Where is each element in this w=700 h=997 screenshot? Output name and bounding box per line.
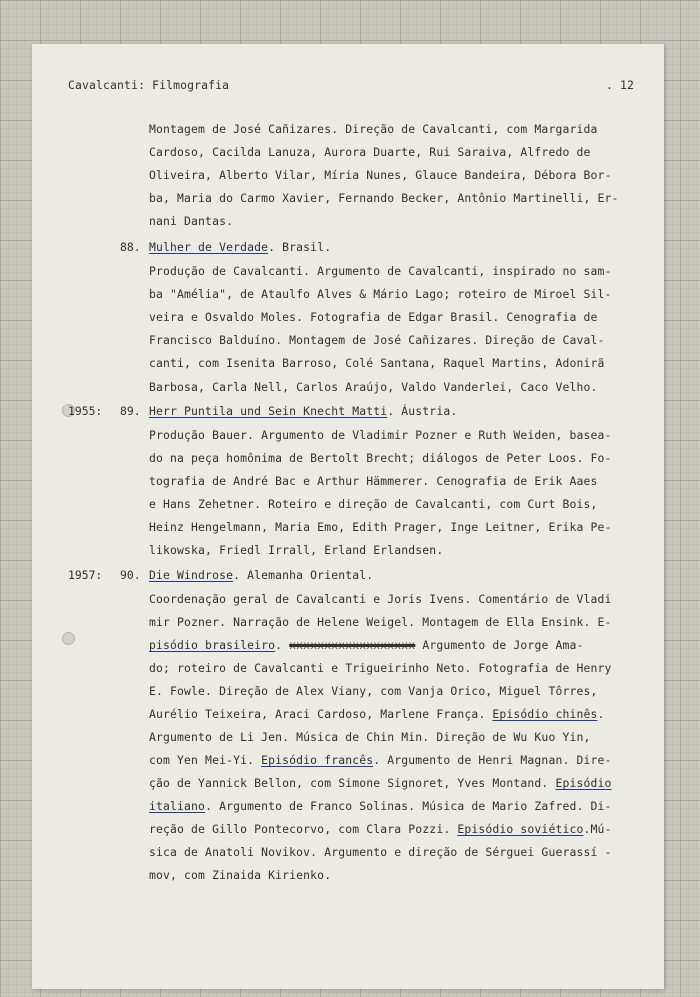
episode-heading: Episódio soviético [457,822,584,836]
entry-title-line [149,568,373,582]
episode-heading: pisódio brasileiro [149,638,276,652]
text-line: pisódio brasileiro. xxxxxxxxxxxxxxxxxx Argumento de Jorge Ama- [149,638,584,652]
text-line: E. Fowle. Direção de Alex Viany, com Vanja Orico, Miguel Tôrres, [149,684,598,698]
text-line: Aurélio Teixeira, Araci Cardoso, Marlene França. Episódio chinês. [149,707,605,721]
text-line: likowska, Friedl Irrall, Erland Erlandsen. [149,543,444,557]
text-line: Oliveira, Alberto Vilar, Míria Nunes, Glauce Bandeira, Débora Bor- [149,168,612,182]
text-line: com Yen Mei-Yi. Episódio francês. Argumento de Henri Magnan. Dire- [149,753,612,767]
film-title: Die Windrose [149,568,234,582]
film-country: . Brasil. [268,240,332,254]
text-line: do na peça homônima de Bertolt Brecht; diálogos de Peter Loos. Fo- [149,451,612,465]
film-title: Mulher de Verdade [149,240,269,254]
text-line: Barbosa, Carla Nell, Carlos Araújo, Valdo Vanderlei, Caco Velho. [149,380,598,394]
text-line: Heinz Hengelmann, Maria Emo, Edith Prager, Inge Leitner, Erika Pe- [149,520,612,534]
text-line: tografia de André Bac e Arthur Hämmerer. Cenografia de Erik Aaes [149,474,598,488]
text-line: do; roteiro de Cavalcanti e Trigueirinho Neto. Fotografia de Henry [149,661,612,675]
entry-number: 88. [120,240,141,254]
text-line: mir Pozner. Narração de Helene Weigel. Montagem de Ella Ensink. E- [149,615,612,629]
episode-heading: Episódio francês [261,753,374,767]
text-line: canti, com Isenita Barroso, Colé Santana, Raquel Martins, Adonirã [149,356,605,370]
text-line: Francisco Balduíno. Montagem de José Cañizares. Direção de Caval- [149,333,605,347]
text-line: veira e Osvaldo Moles. Fotografia de Edgar Brasil. Cenografia de [149,310,598,324]
struck-out-text: xxxxxxxxxxxxxxxxxx [289,638,416,652]
typewritten-page [32,44,664,989]
page-number: . 12 [605,78,634,92]
text-line: nani Dantas. [149,214,234,228]
film-country: . Áustria. [387,404,458,418]
entry-year: 1957: [68,568,103,582]
punch-hole-bottom [62,632,75,645]
text-line: ba "Amélia", de Ataulfo Alves & Mário Lago; roteiro de Miroel Sil- [149,287,612,301]
film-country: . Alemanha Oriental. [233,568,374,582]
film-title: Herr Puntila und Sein Knecht Matti [149,404,388,418]
episode-heading: italiano [149,799,206,813]
text-line: reção de Gillo Pontecorvo, com Clara Pozzi. Episódio soviético.Mú- [149,822,612,836]
entry-title-line [149,240,331,254]
text-line: Produção Bauer. Argumento de Vladimir Pozner e Ruth Weiden, basea- [149,428,612,442]
episode-heading: Episódio [555,776,612,790]
text-line: sica de Anatoli Novikov. Argumento e direção de Sérguei Guerassí - [149,845,612,859]
page-header-title: Cavalcanti: Filmografia [68,78,230,92]
entry-year: 1955: [68,404,103,418]
entry-title-line [149,404,457,418]
text-line: ção de Yannick Bellon, com Simone Signoret, Yves Montand. Episódio [149,776,612,790]
text-line: Cardoso, Cacilda Lanuza, Aurora Duarte, Rui Saraiva, Alfredo de [149,145,591,159]
text-line: Argumento de Li Jen. Música de Chin Min. Direção de Wu Kuo Yin, [149,730,591,744]
text-line: ba, Maria do Carmo Xavier, Fernando Becker, Antônio Martinelli, Er- [149,191,619,205]
text-line: Produção de Cavalcanti. Argumento de Cavalcanti, inspirado no sam- [149,264,612,278]
text-line: e Hans Zehetner. Roteiro e direção de Cavalcanti, com Curt Bois, [149,497,598,511]
episode-heading: Episódio chinês [492,707,598,721]
entry-number: 90. [120,568,141,582]
text-line: Coordenação geral de Cavalcanti e Joris Ivens. Comentário de Vladi [149,592,612,606]
entry-number: 89. [120,404,141,418]
text-line: mov, com Zinaida Kirienko. [149,868,332,882]
text-line: italiano. Argumento de Franco Solinas. Música de Mario Zafred. Di- [149,799,612,813]
text-line: Montagem de José Cañizares. Direção de Cavalcanti, com Margarida [149,122,598,136]
